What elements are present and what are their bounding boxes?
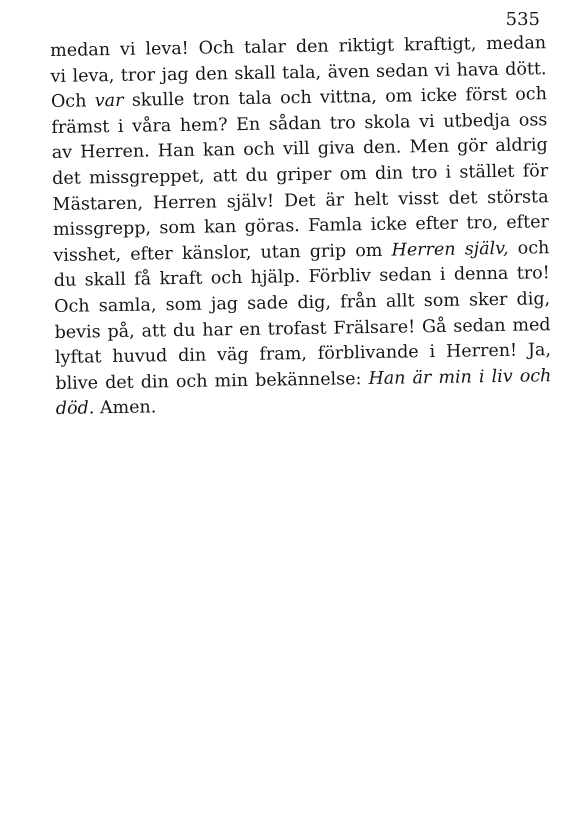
text-segment: Och (50, 91, 95, 113)
text-segment: du skall få kraft och hjälp. Förbliv sedan i denna tro! (53, 263, 550, 292)
page-number: 535 (505, 9, 540, 30)
text-segment: missgrepp, som kan göras. Famla icke efter tro, efter (52, 212, 550, 241)
text-segment: Amen. (94, 397, 157, 419)
text-segment: och (508, 237, 550, 259)
text-segment: Och samla, som jag sade dig, från allt som sker dig, (54, 289, 551, 317)
text-segment: skulle tron tala och vittna, om icke först och (123, 84, 548, 112)
italic-text: Han är min i liv och (368, 365, 552, 389)
italic-text: Herren själv, (391, 238, 509, 261)
text-segment: bevis på, att du har en trofast Frälsare! Gå sedan med (54, 314, 551, 343)
body-text (50, 31, 552, 423)
text-segment: av Herren. Han kan och vill giva den. Men gör aldrig (51, 135, 548, 164)
italic-text: var (94, 91, 124, 112)
text-segment: lyftat huvud din väg fram, förblivande i Herren! Ja, (54, 340, 552, 369)
text-segment: visshet, efter känslor, utan grip om (53, 240, 392, 266)
text-segment: vi leva, tror jag den skall tala, även sedan vi hava dött. (50, 58, 547, 87)
text-segment: Mästaren, Herren själv! Det är helt visst det största (52, 186, 549, 215)
text-segment: främst i våra hem? En sådan tro skola vi utbedja oss (51, 109, 548, 138)
text-segment: medan vi leva! Och talar den riktigt kraftigt, medan (50, 33, 547, 61)
text-segment: det missgreppet, att du griper om din tro i stället för (52, 161, 549, 189)
text-segment: blive det din och min bekännelse: (55, 368, 369, 394)
italic-text: död. (55, 398, 95, 420)
